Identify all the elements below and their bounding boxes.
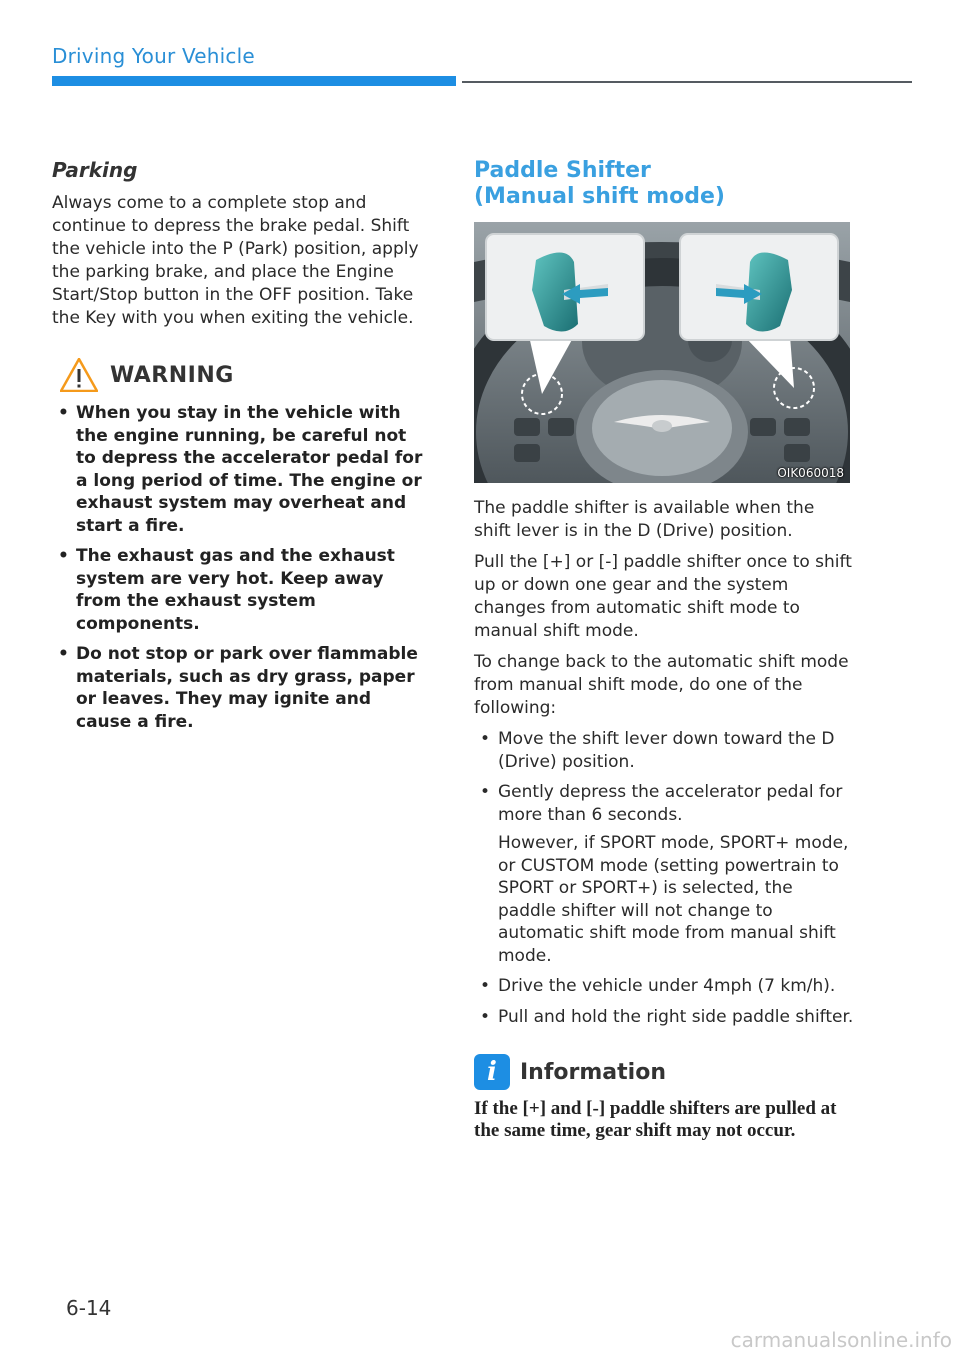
header-rule-accent [52, 76, 456, 86]
figure-code: OIK060018 [777, 466, 844, 480]
heading-line-1: Paddle Shifter [474, 158, 651, 183]
warning-list [52, 402, 430, 733]
left-column [52, 158, 430, 741]
list-item: • Gently depress the accelerator pedal for more than 6 seconds. [474, 781, 854, 826]
list-item: • Drive the vehicle under 4mph (7 km/h). [474, 975, 854, 998]
list-item: • Move the shift lever down toward the D (Drive) position. [474, 728, 854, 773]
list-item: • Pull and hold the right side paddle shifter. [474, 1006, 854, 1029]
sport-mode-note: However, if SPORT mode, SPORT+ mode, or CUSTOM mode (setting powertrain to SPORT or SPORT+) is selected, the paddle shifter will not change to automatic shift mode from manual shift mode. [498, 833, 849, 966]
steering-wheel-figure [474, 222, 850, 483]
information-header [474, 1054, 854, 1090]
paragraph-pull-paddle: Pull the [+] or [-] paddle shifter once to shift up or down one gear and the system changes from automatic shift mode to manual shift mode. [474, 552, 852, 641]
change-back-list [474, 728, 854, 826]
information-text: If the [+] and [-] paddle shifters are pulled at the same time, gear shift may not occur. [474, 1098, 837, 1141]
change-back-list-continued [474, 975, 854, 1028]
paragraph-availability: The paddle shifter is available when the shift lever is in the D (Drive) position. [474, 498, 815, 541]
parking-title: Parking [52, 158, 138, 182]
header-rule [462, 81, 912, 83]
information-title: Information [520, 1059, 666, 1085]
watermark: carmanualsonline.info [730, 1328, 952, 1352]
warning-triangle-icon [60, 358, 98, 392]
parking-text: Always come to a complete stop and continue to depress the brake pedal. Shift the vehicle into the P (Park) position, apply the parking brake, and place the Engine Start/Stop button in the OFF position. Take the Key with you when exiting the vehicle. [52, 193, 419, 328]
warning-title: WARNING [110, 362, 234, 388]
steering-wheel-illustration [474, 222, 850, 483]
warning-item: • Do not stop or park over flammable materials, such as dry grass, paper or leaves. They may ignite and cause a fire. [52, 643, 430, 733]
right-column [474, 158, 854, 1142]
section-title: Driving Your Vehicle [52, 44, 255, 68]
warning-header [60, 358, 430, 392]
warning-item: • When you stay in the vehicle with the engine running, be careful not to depress the accelerator pedal for a long period of time. The engine or exhaust system may overheat and start a fire. [52, 402, 430, 537]
page-number: 6-14 [66, 1296, 112, 1320]
paragraph-change-back: To change back to the automatic shift mode from manual shift mode, do one of the following: [474, 652, 849, 718]
paddle-shifter-heading [474, 158, 854, 210]
heading-line-2: (Manual shift mode) [474, 184, 725, 209]
warning-item: • The exhaust gas and the exhaust system are very hot. Keep away from the exhaust system components. [52, 545, 430, 635]
information-icon: i [474, 1054, 510, 1090]
